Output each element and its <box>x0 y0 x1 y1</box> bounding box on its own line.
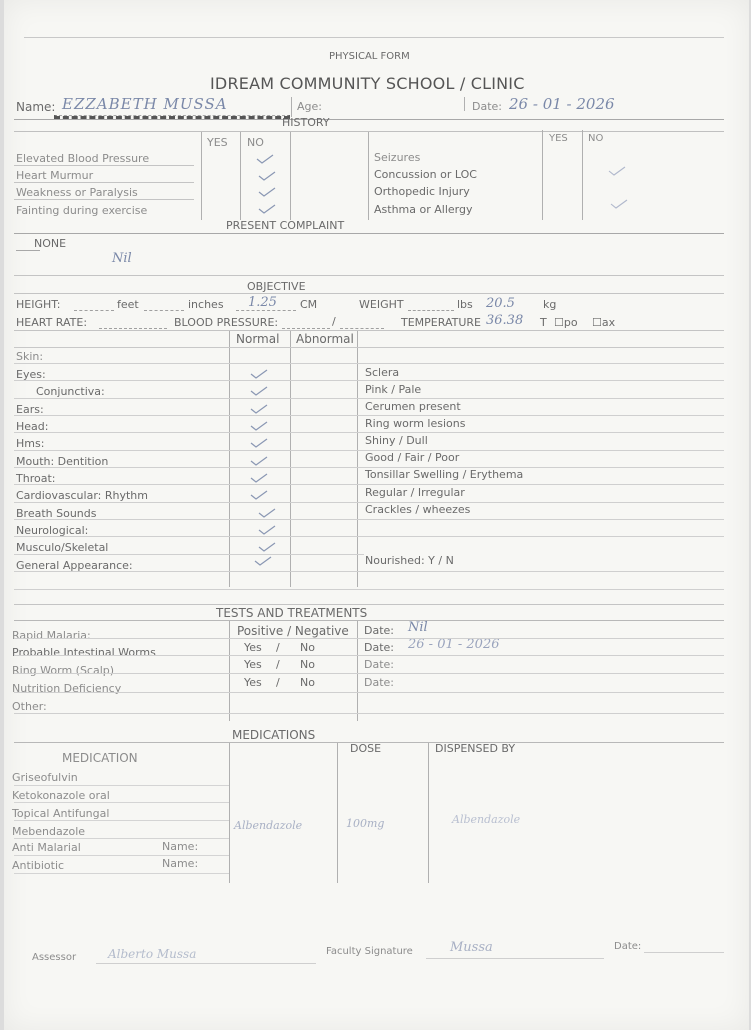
check-mark-icon <box>258 525 276 535</box>
exam-row-label: Breath Sounds <box>16 507 97 520</box>
med-dispensed-name: Albendazole <box>234 819 303 832</box>
exam-line <box>14 571 724 572</box>
top-rule <box>24 37 724 38</box>
med-line <box>14 785 229 786</box>
inches-blank <box>144 310 184 311</box>
exam-row-label: Conjunctiva: <box>36 385 105 398</box>
assessor-signature: Alberto Mussa <box>108 947 197 961</box>
check-mark-icon <box>250 421 268 431</box>
physical-form-page <box>4 0 749 1030</box>
med-line <box>14 855 229 856</box>
exam-abnormal-header: Abnormal <box>296 332 354 346</box>
school-title: IDREAM COMMUNITY SCHOOL / CLINIC <box>210 74 525 93</box>
footer-date-line <box>644 952 724 953</box>
check-mark-icon <box>258 187 276 197</box>
bp-separator: / <box>332 315 336 328</box>
temperature-label: TEMPERATURE <box>401 316 481 329</box>
check-mark-icon <box>250 404 268 414</box>
med-name-label: Name: <box>162 857 199 870</box>
weight-value: 20.5 <box>486 296 515 311</box>
med-col-1 <box>229 743 230 883</box>
exam-row-note: Regular / Irregular <box>365 486 465 499</box>
assessor-line <box>96 963 316 964</box>
check-mark-icon <box>250 386 268 396</box>
faculty-signature: Mussa <box>450 940 493 955</box>
tests-line <box>14 673 724 674</box>
vitals-rule <box>14 330 724 331</box>
exam-col-3 <box>357 331 358 587</box>
exam-line <box>14 363 724 364</box>
medication-item: Topical Antifungal <box>12 807 110 820</box>
tests-line <box>14 692 724 693</box>
history-item: Orthopedic Injury <box>374 185 470 198</box>
test-row-label: Nutrition Deficiency <box>12 682 122 695</box>
age-label: Age: <box>297 100 322 113</box>
medication-item: Griseofulvin <box>12 771 78 784</box>
exam-line <box>14 415 724 416</box>
history-item: Heart Murmur <box>16 169 94 182</box>
history-yes: YES <box>207 136 228 149</box>
test-row-label: Rapid Malaria: <box>12 629 91 642</box>
test-sep: / <box>276 676 280 689</box>
cm-blank <box>236 310 296 311</box>
complaint-line <box>14 275 724 276</box>
exam-row-note: Pink / Pale <box>365 383 422 396</box>
exam-row-note: Crackles / wheezes <box>365 503 471 516</box>
objective-rule <box>14 293 724 294</box>
medication-item: Antibiotic <box>12 859 65 872</box>
exam-row-note: Shiny / Dull <box>365 434 428 447</box>
test-yes-option[interactable]: Yes <box>244 641 262 654</box>
exam-line <box>14 519 724 520</box>
tests-rule <box>14 620 724 621</box>
check-mark-icon <box>258 542 276 552</box>
header-rule <box>14 119 724 120</box>
bp-diastolic-blank <box>340 328 384 329</box>
check-mark-icon <box>250 490 268 500</box>
exam-row-note: Tonsillar Swelling / Erythema <box>365 468 524 481</box>
history-col-6 <box>582 130 583 220</box>
exam-line <box>14 432 724 433</box>
check-mark-icon <box>250 369 268 379</box>
med-line <box>14 873 229 874</box>
history-no: NO <box>247 136 264 149</box>
name-label: Name: <box>16 100 56 114</box>
med-line <box>14 820 229 821</box>
tests-title: TESTS AND TREATMENTS <box>216 606 368 620</box>
medication-item: Ketokonazole oral <box>12 789 110 802</box>
test-row-label: Probable Intestinal Worms <box>12 646 156 659</box>
history-item: Asthma or Allergy <box>374 203 473 216</box>
check-mark-icon <box>258 204 276 214</box>
check-mark-icon <box>610 199 628 209</box>
cm-label: CM <box>300 298 318 311</box>
check-mark-icon <box>250 456 268 466</box>
exam-line <box>14 467 724 468</box>
exam-col-1 <box>229 331 230 587</box>
med-name-label: Name: <box>162 840 199 853</box>
bp-label: BLOOD PRESSURE: <box>174 316 279 329</box>
check-mark-icon <box>254 556 272 566</box>
lbs-blank <box>408 310 454 311</box>
tests-col-2 <box>357 621 358 721</box>
exam-row-label: Throat: <box>16 472 56 485</box>
exam-line <box>14 536 724 537</box>
exam-row-label: General Appearance: <box>16 559 133 572</box>
exam-line <box>14 398 724 399</box>
exam-col-2 <box>290 331 291 587</box>
exam-line <box>14 589 724 590</box>
history-col-5 <box>542 130 543 220</box>
check-mark-icon <box>258 508 276 518</box>
exam-row-label: Musculo/Skeletal <box>16 541 109 554</box>
height-label: HEIGHT: <box>16 298 61 311</box>
footer-date-label: Date: <box>614 941 642 952</box>
history-col-2 <box>240 132 241 220</box>
exam-header-rule <box>14 347 724 348</box>
tests-top-rule <box>14 604 724 605</box>
col-dispensed: DISPENSED BY <box>435 742 516 755</box>
test-no-option[interactable]: No <box>300 641 315 654</box>
exam-line <box>14 450 724 451</box>
exam-row-note: Sclera <box>365 366 400 379</box>
history-item: Fainting during exercise <box>16 204 148 217</box>
present-complaint-title: PRESENT COMPLAINT <box>226 219 345 232</box>
exam-row-note: Nourished: Y / N <box>365 554 454 567</box>
history-item: Concussion or LOC <box>374 168 477 181</box>
objective-title: OBJECTIVE <box>247 280 306 293</box>
exam-row-label: Mouth: Dentition <box>16 455 109 468</box>
history-line <box>14 182 194 183</box>
col-medication: MEDICATION <box>62 751 138 765</box>
history-line <box>14 199 194 200</box>
po-checkbox[interactable]: ☐po <box>554 316 578 329</box>
history-item: Seizures <box>374 151 421 164</box>
med-col-3 <box>428 743 429 883</box>
exam-row-label: Eyes: <box>16 368 46 381</box>
bp-systolic-blank <box>282 328 330 329</box>
exam-row-label: Skin: <box>16 350 44 363</box>
history-item: Elevated Blood Pressure <box>16 152 150 165</box>
test-date-label: Date: <box>364 624 394 637</box>
temperature-value: 36.38 <box>486 313 524 328</box>
exam-row-note: Good / Fair / Poor <box>365 451 460 464</box>
feet-blank <box>74 310 114 311</box>
exam-line <box>14 484 724 485</box>
med-line <box>14 802 229 803</box>
col-dose: DOSE <box>350 742 382 755</box>
history-col-1 <box>201 132 202 220</box>
check-mark-icon <box>608 166 626 176</box>
exam-row-label: Hms: <box>16 437 45 450</box>
complaint-rule <box>14 233 724 234</box>
height-value: 1.25 <box>248 295 277 310</box>
ax-checkbox[interactable]: ☐ax <box>592 316 616 329</box>
history-no-right: NO <box>588 133 604 144</box>
test-row-label: Ring Worm (Scalp) <box>12 664 115 677</box>
exam-row-note: Ring worm lesions <box>365 417 466 430</box>
lbs-label: lbs <box>457 298 473 311</box>
med-col-2 <box>337 743 338 883</box>
complaint-note: Nil <box>112 251 132 266</box>
temperature-unit: T <box>540 316 547 329</box>
tests-col-1 <box>229 621 230 721</box>
test-yes-option[interactable]: Yes <box>244 658 262 671</box>
heart-rate-blank <box>99 328 167 329</box>
history-item: Weakness or Paralysis <box>16 186 138 199</box>
test-date-label: Date: <box>364 641 394 654</box>
test-no-option[interactable]: No <box>300 658 315 671</box>
test-yes-option[interactable]: Yes <box>244 676 262 689</box>
complaint-value: NONE <box>34 237 67 250</box>
exam-line <box>14 502 724 503</box>
history-col-4 <box>368 132 369 220</box>
test-date-value: 26 - 01 - 2026 <box>408 637 500 652</box>
history-yes-right: YES <box>549 133 568 144</box>
complaint-blank <box>16 250 40 251</box>
check-mark-icon <box>250 473 268 483</box>
exam-row-label: Head: <box>16 420 49 433</box>
tests-line <box>14 655 724 656</box>
exam-line <box>14 554 364 555</box>
form-date: 26 - 01 - 2026 <box>509 95 615 113</box>
exam-line <box>14 380 724 381</box>
check-mark-icon <box>256 154 274 164</box>
check-mark-icon <box>258 171 276 181</box>
form-label: PHYSICAL FORM <box>329 51 410 62</box>
history-col-3 <box>290 132 291 220</box>
medications-title: MEDICATIONS <box>232 728 316 742</box>
med-dose-value: 100mg <box>346 817 385 830</box>
history-rule <box>14 131 724 132</box>
history-line <box>14 165 194 166</box>
test-date-label: Date: <box>364 658 394 671</box>
medication-item: Mebendazole <box>12 825 86 838</box>
date-label: Date: <box>472 100 502 113</box>
test-no-option[interactable]: No <box>300 676 315 689</box>
history-title: HISTORY <box>282 116 330 129</box>
test-sep: / <box>276 641 280 654</box>
exam-row-label: Cardiovascular: Rhythm <box>16 489 148 502</box>
test-date-value: Nil <box>408 620 428 635</box>
exam-row-label: Neurological: <box>16 524 89 537</box>
test-row-label: Other: <box>12 700 47 713</box>
heart-rate-label: HEART RATE: <box>16 316 88 329</box>
check-mark-icon <box>250 438 268 448</box>
age-divider <box>291 97 292 117</box>
weight-label: WEIGHT <box>359 298 404 311</box>
tests-header: Positive / Negative <box>237 624 349 638</box>
kg-label: kg <box>543 298 557 311</box>
faculty-line <box>426 958 604 959</box>
date-divider <box>464 97 465 111</box>
faculty-signature-label: Faculty Signature <box>326 946 413 957</box>
test-sep: / <box>276 658 280 671</box>
med-line <box>14 838 229 839</box>
exam-row-label: Ears: <box>16 403 44 416</box>
med-dispensed-by: Albendazole <box>452 813 521 826</box>
medication-item: Anti Malarial <box>12 841 81 854</box>
patient-name: EZZABETH MUSSA <box>62 95 228 113</box>
tests-line <box>14 713 724 714</box>
inches-label: inches <box>188 298 224 311</box>
exam-row-note: Cerumen present <box>365 400 461 413</box>
feet-label: feet <box>117 298 139 311</box>
assessor-label: Assessor <box>32 952 77 963</box>
tests-line <box>14 638 724 639</box>
test-date-label: Date: <box>364 676 394 689</box>
exam-normal-header: Normal <box>236 332 280 346</box>
